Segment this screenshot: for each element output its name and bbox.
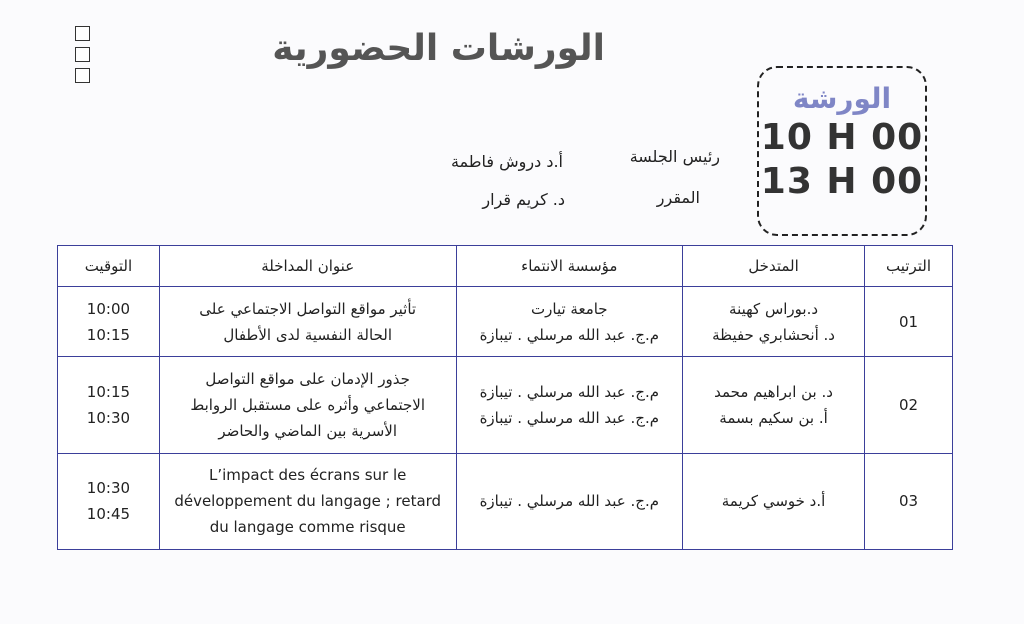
time-end: 10:30 — [86, 408, 131, 427]
title-line: الاجتماعي وأثره على مستقبل الروابط — [190, 395, 426, 414]
workshop-start-time: 10 H 00 — [760, 117, 924, 158]
institution-name: م.ج. عبد الله مرسلي . تيبازة — [479, 382, 660, 401]
checkbox-1[interactable] — [75, 26, 90, 41]
cell-speaker — [683, 357, 865, 453]
cell-order: 02 — [865, 357, 953, 453]
cell-time — [58, 453, 160, 549]
checkbox-2[interactable] — [75, 47, 90, 62]
speaker-name: د. أنحشابري حفيظة — [712, 325, 835, 344]
table-row — [58, 287, 953, 357]
speaker-name: أ.د خوسي كريمة — [721, 492, 826, 511]
checkbox-3[interactable] — [75, 68, 90, 83]
workshop-label: الورشة — [792, 82, 892, 115]
cell-institution — [456, 357, 682, 453]
title-line: L’impact des écrans sur le — [208, 466, 407, 485]
cell-institution — [456, 287, 682, 357]
rapporteur-label: المقرر — [656, 188, 700, 207]
schedule-table — [57, 245, 953, 550]
cell-title — [159, 287, 456, 357]
cell-time — [58, 287, 160, 357]
institution-name: جامعة تيارت — [531, 299, 608, 318]
cell-order: 01 — [865, 287, 953, 357]
table-row — [58, 357, 953, 453]
header-time: التوقيت — [58, 246, 160, 287]
time-end: 10:45 — [86, 505, 131, 524]
speaker-name: د.بوراس كهينة — [729, 299, 819, 318]
cell-speaker — [683, 453, 865, 549]
title-line: تأثير مواقع التواصل الاجتماعي على — [199, 299, 417, 318]
cell-institution — [456, 453, 682, 549]
institution-name: م.ج. عبد الله مرسلي . تيبازة — [479, 408, 660, 427]
chair-name: أ.د دروش فاطمة — [450, 152, 563, 171]
speaker-name: د. بن ابراهيم محمد — [714, 382, 833, 401]
title-line: الأسرية بين الماضي والحاضر — [218, 421, 398, 440]
cell-speaker — [683, 287, 865, 357]
header-title: عنوان المداخلة — [159, 246, 456, 287]
workshop-time-box — [757, 66, 927, 236]
page-title: الورشات الحضورية — [272, 28, 605, 69]
speaker-name: أ. بن سكيم بسمة — [719, 408, 828, 427]
title-line: du langage comme risque — [209, 518, 406, 537]
header-order: الترتيب — [865, 246, 953, 287]
time-start: 10:15 — [86, 382, 131, 401]
rapporteur-name: د. كريم قرار — [482, 190, 565, 209]
table-row — [58, 453, 953, 549]
header-speaker: المتدخل — [683, 246, 865, 287]
title-line: الحالة النفسية لدى الأطفال — [223, 325, 392, 344]
cell-title — [159, 357, 456, 453]
title-line: جذور الإدمان على مواقع التواصل — [205, 369, 410, 388]
time-start: 10:00 — [86, 299, 131, 318]
time-end: 10:15 — [86, 325, 131, 344]
workshop-end-time: 13 H 00 — [760, 161, 924, 202]
header-institution: مؤسسة الانتماء — [456, 246, 682, 287]
time-start: 10:30 — [86, 479, 131, 498]
cell-time — [58, 357, 160, 453]
cell-title — [159, 453, 456, 549]
table-header-row — [58, 246, 953, 287]
title-line: développement du langage ; retard — [174, 492, 442, 511]
institution-name: م.ج. عبد الله مرسلي . تيبازة — [479, 325, 660, 344]
cell-order: 03 — [865, 453, 953, 549]
checkbox-group — [75, 26, 90, 83]
institution-name: م.ج. عبد الله مرسلي . تيبازة — [479, 492, 660, 511]
chair-label: رئيس الجلسة — [629, 147, 720, 166]
